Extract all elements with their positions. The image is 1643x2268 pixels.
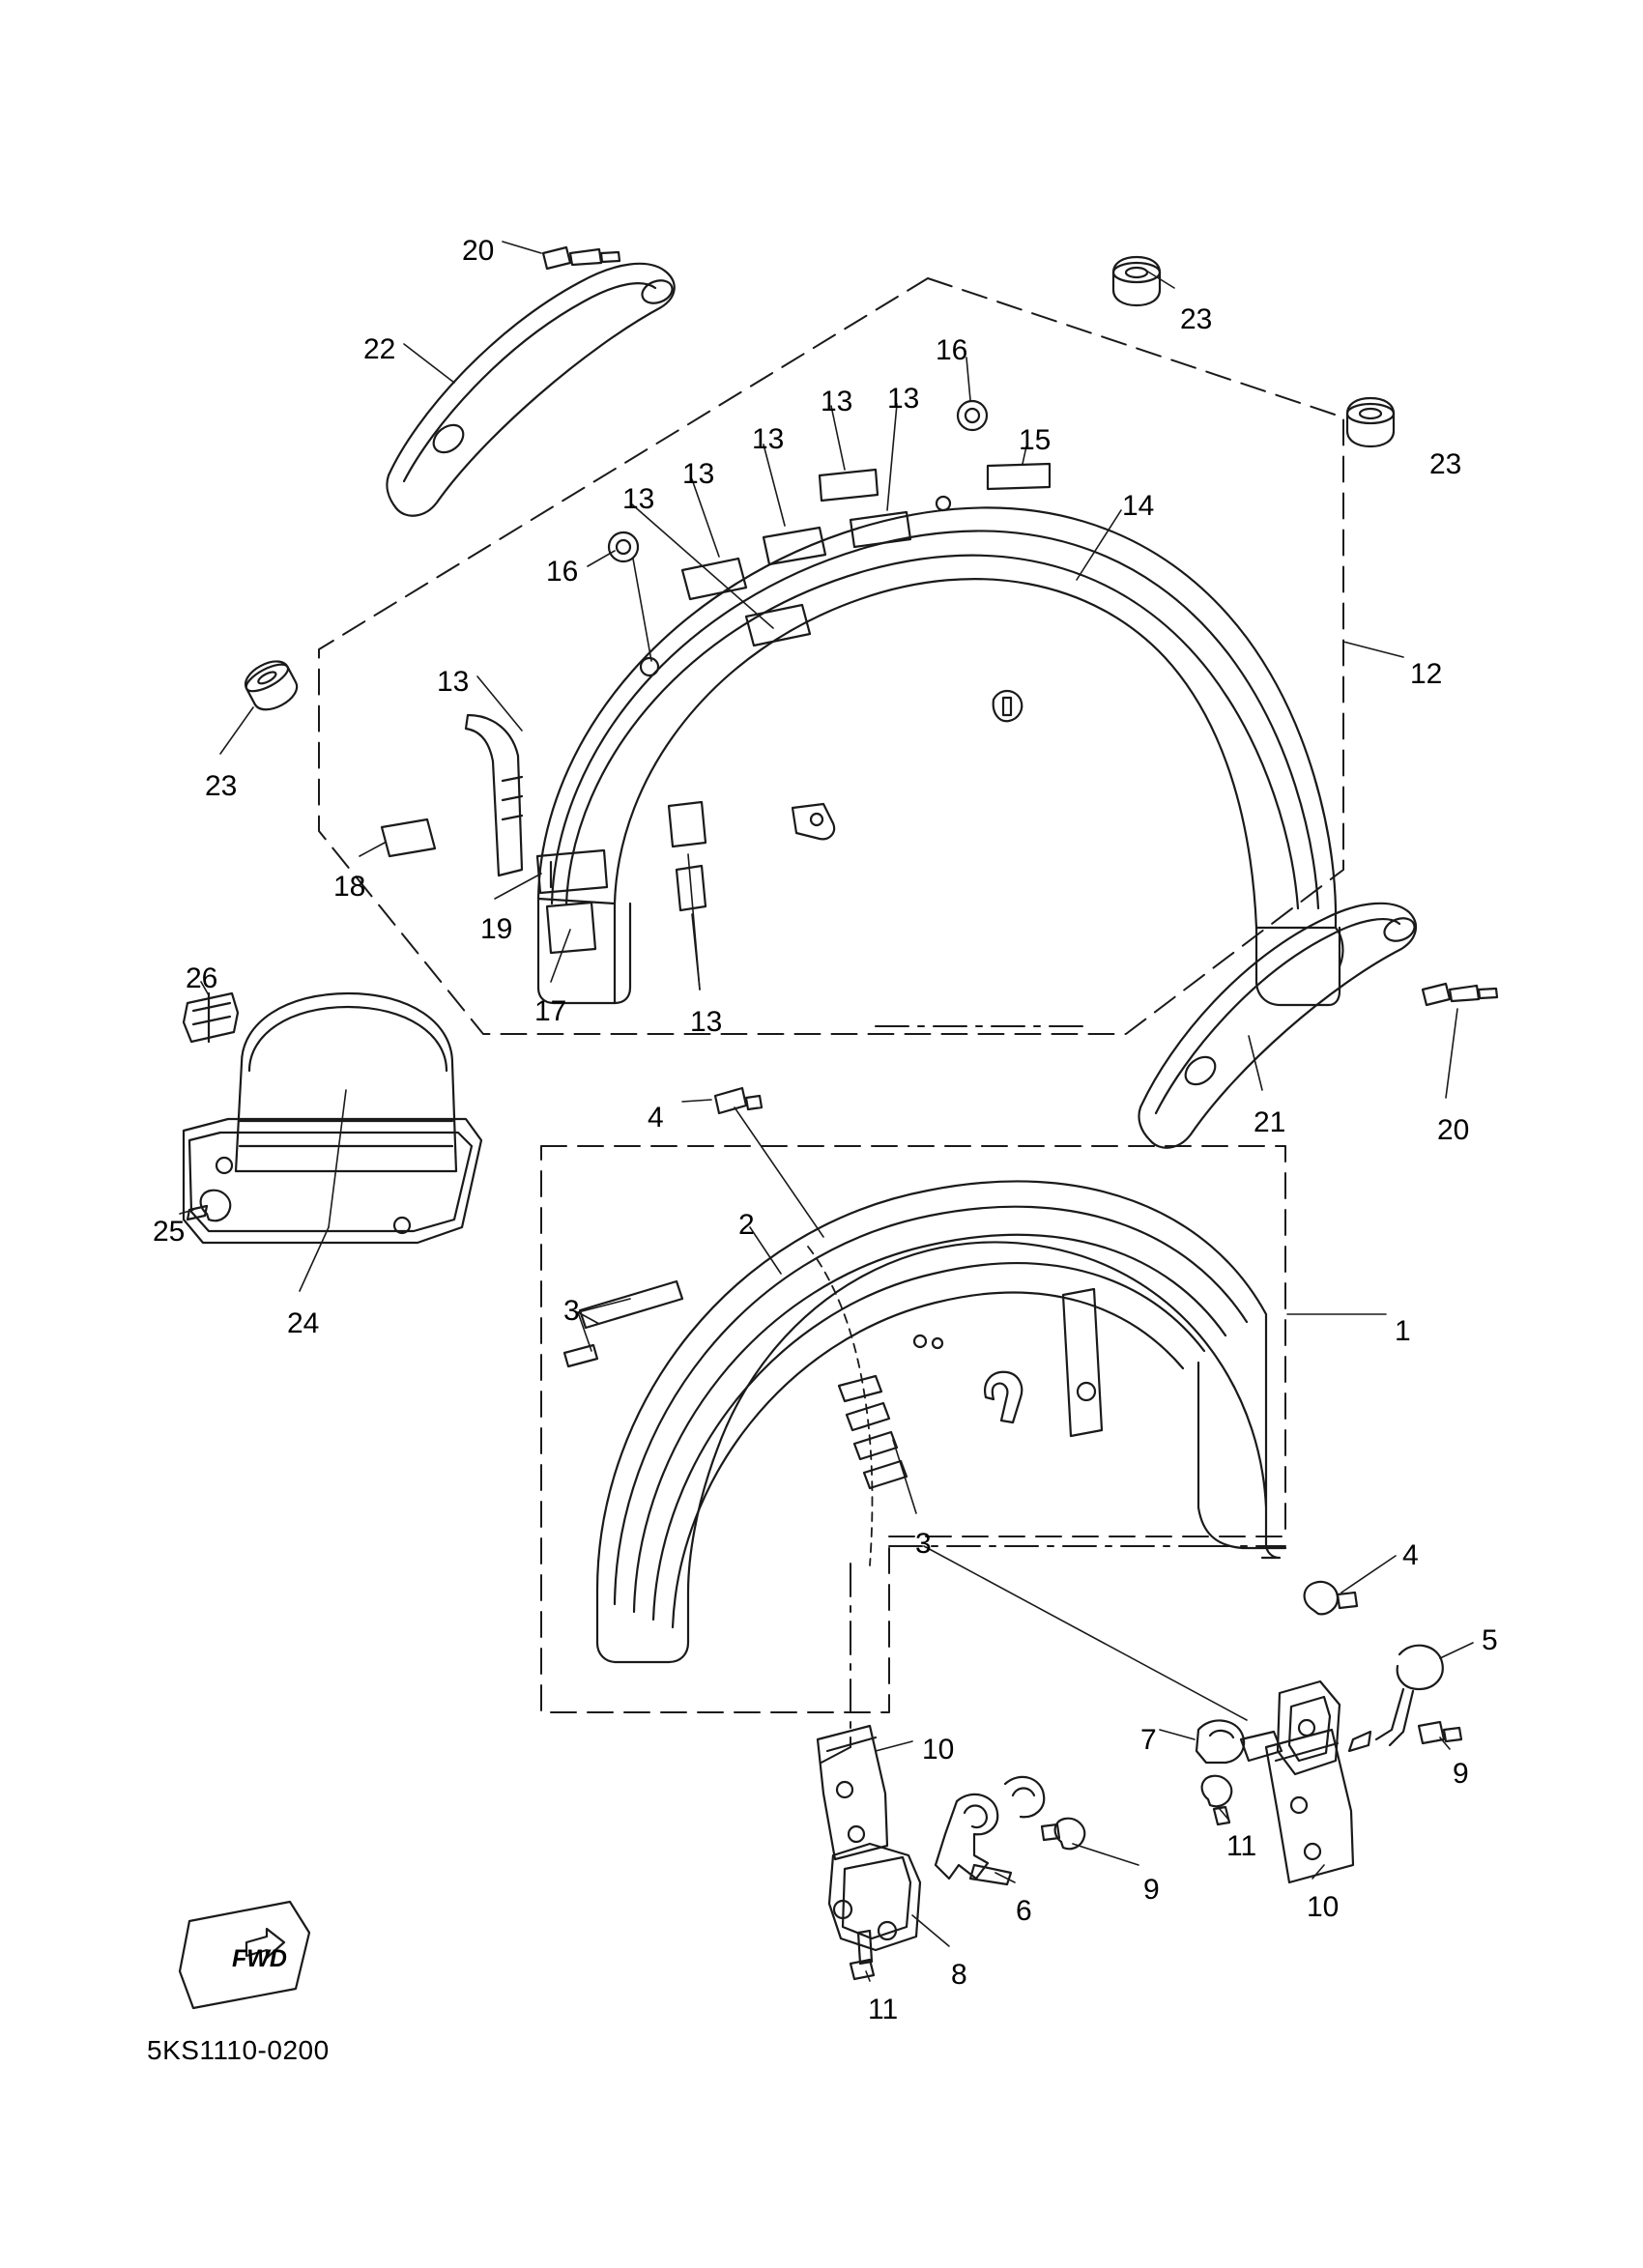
callout-17: 17	[534, 995, 567, 1027]
callout-2: 2	[738, 1209, 755, 1241]
callout-25: 25	[153, 1216, 186, 1248]
callout-23-left: 23	[205, 770, 238, 802]
callout-4-upper: 4	[648, 1102, 664, 1134]
callout-8: 8	[951, 1959, 967, 1991]
callout-13-e: 13	[622, 483, 655, 515]
diagram-part-code: 5KS1110-0200	[147, 2035, 330, 2065]
callout-6: 6	[1016, 1895, 1032, 1927]
callout-13-f: 13	[437, 666, 470, 698]
callout-19: 19	[480, 913, 513, 945]
fwd-direction-label: FWD	[232, 1945, 287, 1972]
callout-3-right: 3	[915, 1528, 932, 1560]
callout-16-lower: 16	[546, 556, 579, 588]
callout-20-right: 20	[1437, 1114, 1470, 1146]
callout-14: 14	[1122, 490, 1155, 522]
callout-9-lower: 9	[1143, 1874, 1160, 1906]
callout-22: 22	[363, 333, 396, 365]
callout-13-c: 13	[752, 423, 785, 455]
callout-4-lower: 4	[1402, 1539, 1419, 1571]
callout-15: 15	[1019, 424, 1052, 456]
callout-24: 24	[287, 1307, 320, 1339]
callout-13-g: 13	[690, 1006, 723, 1038]
callout-13-b: 13	[887, 383, 920, 415]
callout-23-right: 23	[1429, 448, 1462, 480]
callout-16-upper: 16	[936, 334, 968, 366]
callout-9-right: 9	[1453, 1758, 1469, 1790]
callout-11-mid: 11	[1226, 1830, 1257, 1862]
callout-11-bottom: 11	[868, 1994, 899, 2025]
callout-13-a: 13	[821, 386, 853, 417]
callout-26: 26	[186, 962, 218, 994]
callout-18: 18	[333, 871, 366, 903]
callout-5: 5	[1482, 1624, 1498, 1656]
callout-7: 7	[1140, 1724, 1157, 1756]
callout-21: 21	[1254, 1106, 1286, 1138]
callout-3-left: 3	[563, 1295, 580, 1327]
callout-10-left: 10	[922, 1734, 955, 1766]
callout-1: 1	[1395, 1315, 1411, 1347]
callout-10-right: 10	[1307, 1891, 1340, 1923]
callout-23-top: 23	[1180, 303, 1213, 335]
callout-20-upper: 20	[462, 235, 495, 267]
callout-12: 12	[1410, 658, 1443, 690]
callout-13-d: 13	[682, 458, 715, 490]
